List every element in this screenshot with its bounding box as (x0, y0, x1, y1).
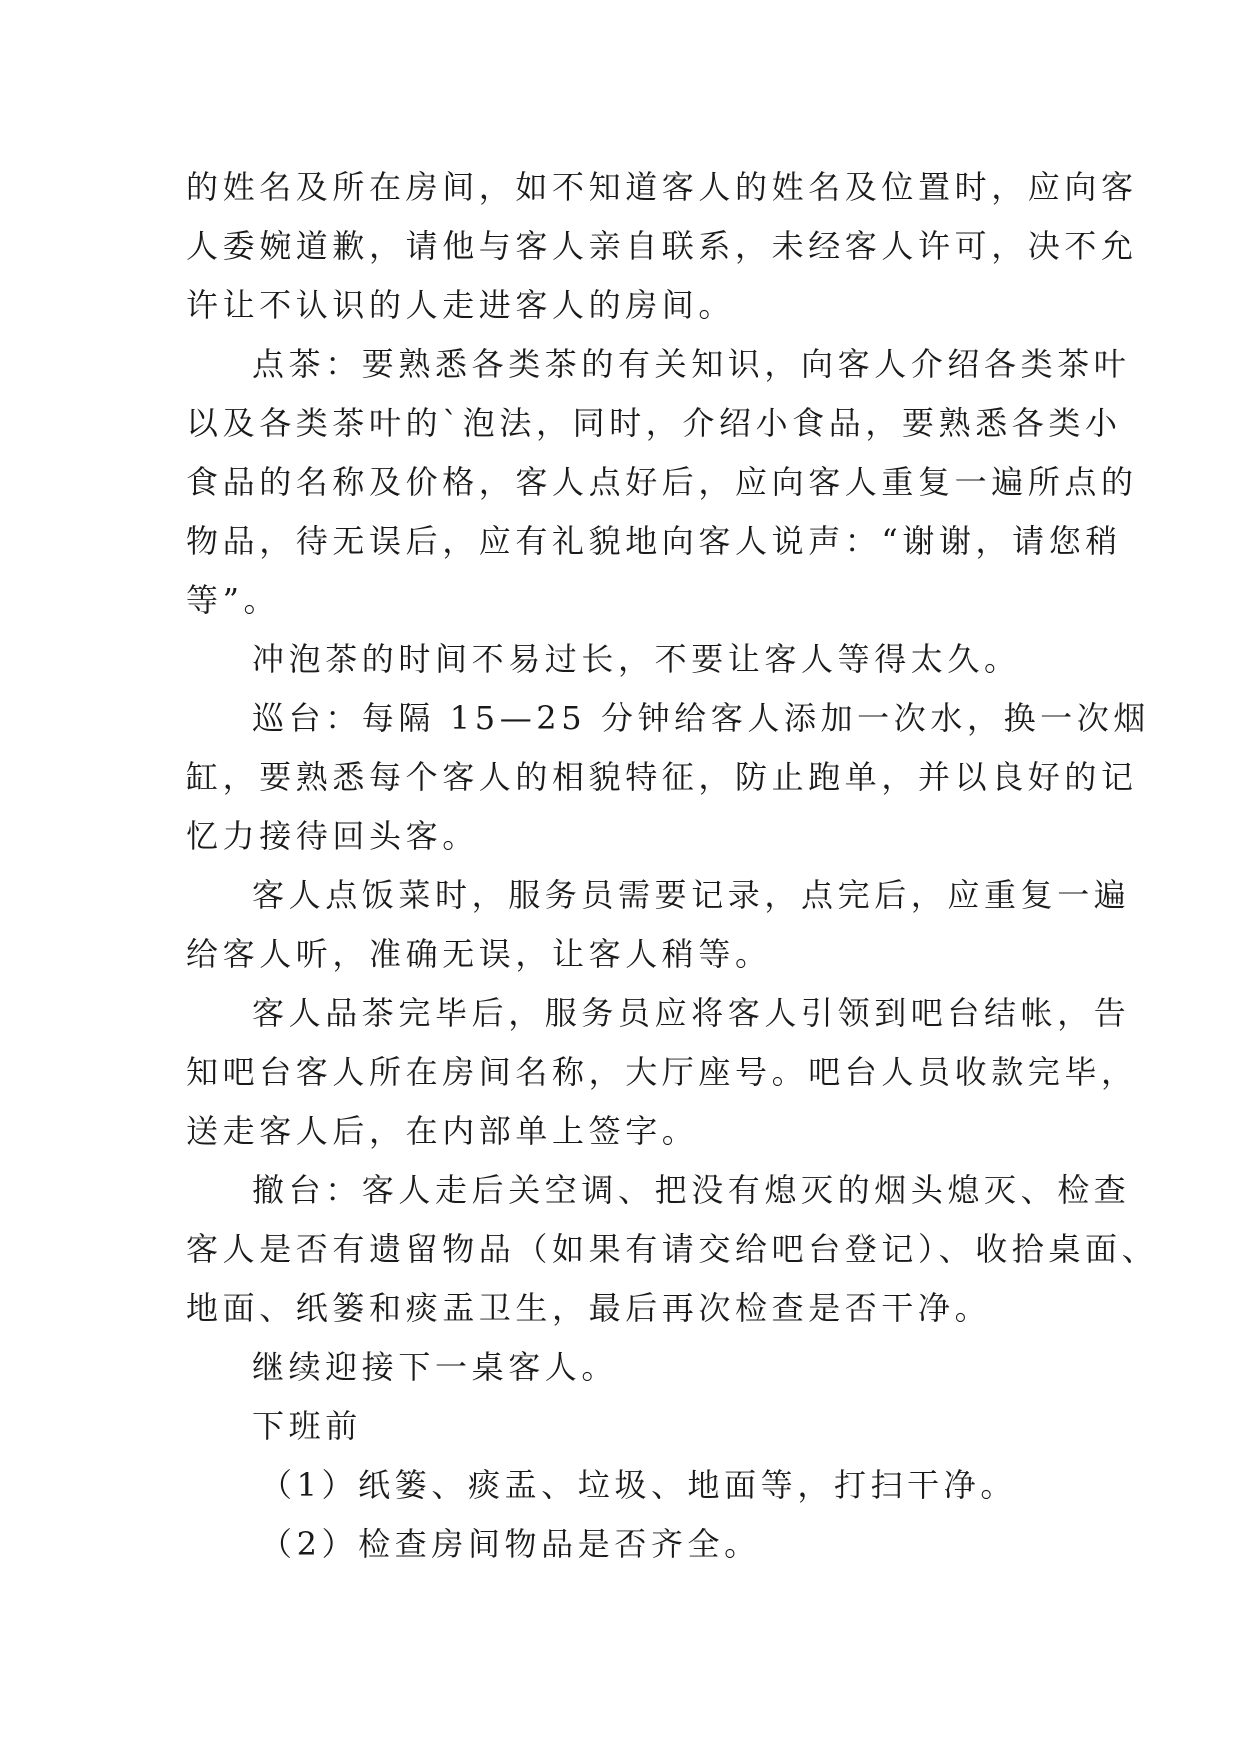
section-heading: 下班前 (252, 1407, 362, 1445)
paragraph-first-line: 客人品茶完毕后，服务员应将客人引领到吧台结帐，告 (252, 994, 1131, 1032)
paragraph-first-line: 点茶：要熟悉各类茶的有关知识，向客人介绍各类茶叶 (252, 345, 1131, 383)
paragraph-first-line: 巡台：每隔 15—25 分钟给客人添加一次水，换一次烟 (252, 699, 1150, 737)
text-line: 物品，待无误后，应有礼貌地向客人说声：“谢谢，请您稍 (186, 522, 1122, 560)
text-line: 许让不认识的人走进客人的房间。 (186, 286, 736, 324)
text-line: 人委婉道歉，请他与客人亲自联系，未经客人许可，决不允 (186, 227, 1138, 265)
text-line: 以及各类茶叶的`泡法，同时，介绍小食品，要熟悉各类小 (186, 404, 1122, 442)
paragraph-first-line: 冲泡茶的时间不易过长，不要让客人等得太久。 (252, 640, 1021, 678)
paragraph-first-line: 撤台：客人走后关空调、把没有熄灭的烟头熄灭、检查 (252, 1171, 1131, 1209)
text-line: 给客人听，准确无误，让客人稍等。 (186, 935, 772, 973)
text-line: 缸，要熟悉每个客人的相貌特征，防止跑单，并以良好的记 (186, 758, 1138, 796)
paragraph-first-line: 继续迎接下一桌客人。 (252, 1348, 619, 1386)
text-line: 地面、纸篓和痰盂卫生，最后再次检查是否干净。 (186, 1289, 992, 1327)
text-line: 等”。 (186, 581, 281, 619)
text-line: 忆力接待回头客。 (186, 817, 479, 855)
text-line: 食品的名称及价格，客人点好后，应向客人重复一遍所点的 (186, 463, 1138, 501)
numbered-item: （2）检查房间物品是否齐全。 (260, 1525, 761, 1563)
text-line: 客人是否有遗留物品（如果有请交给吧台登记）、收拾桌面、 (186, 1230, 1159, 1268)
text-line: 送走客人后，在内部单上签字。 (186, 1112, 699, 1150)
paragraph-first-line: 客人点饭菜时，服务员需要记录，点完后，应重复一遍 (252, 876, 1131, 914)
text-line: 知吧台客人所在房间名称，大厅座号。吧台人员收款完毕， (186, 1053, 1138, 1091)
text-line: 的姓名及所在房间，如不知道客人的姓名及位置时，应向客 (186, 168, 1138, 206)
numbered-item: （1）纸篓、痰盂、垃圾、地面等，打扫干净。 (260, 1466, 1017, 1504)
